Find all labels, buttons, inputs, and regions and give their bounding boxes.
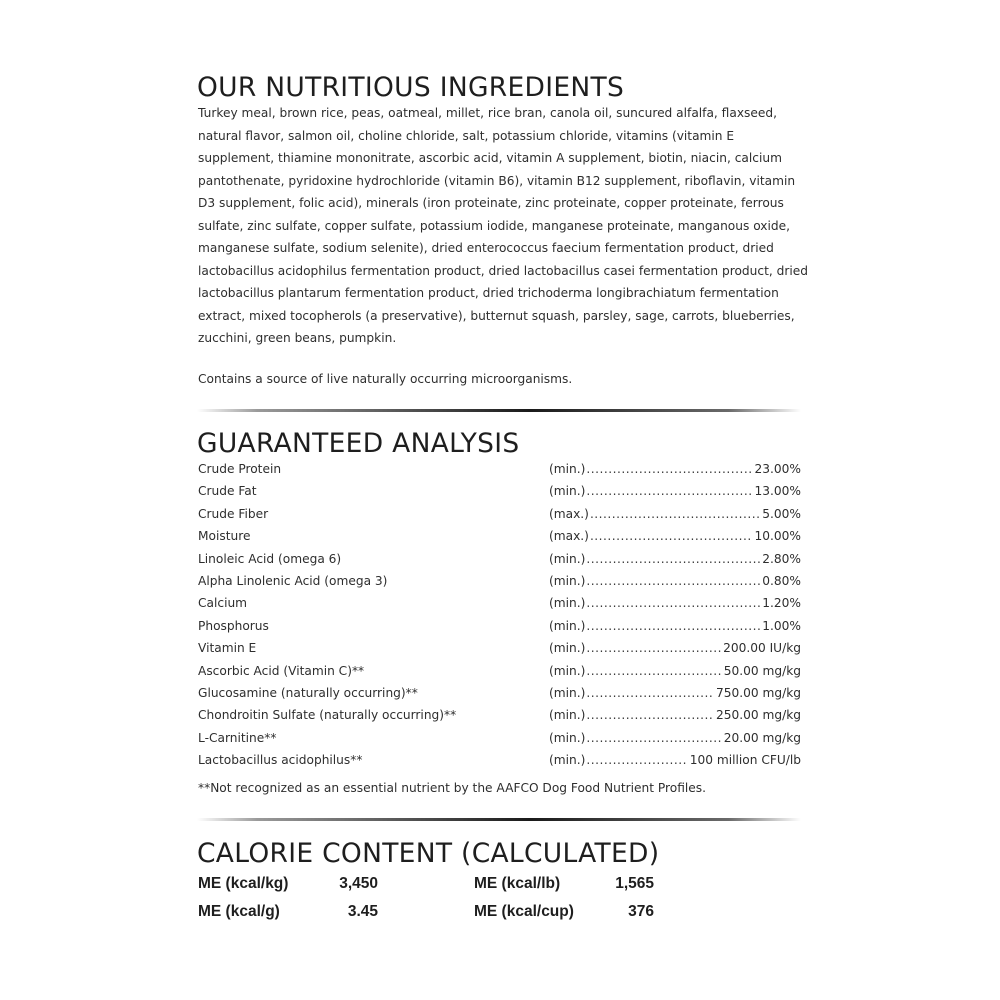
analysis-row — [198, 615, 801, 637]
nutrient-name: Crude Fat — [198, 484, 257, 499]
dot-leader — [586, 704, 714, 726]
nutrient-qualifier: (min.) — [549, 551, 586, 566]
nutrient-name: Linoleic Acid (omega 6) — [198, 551, 342, 566]
nutrient-value: 0.80% — [762, 573, 801, 588]
nutrient-qualifier: (max.) — [549, 529, 589, 544]
nutrient-measure — [549, 749, 801, 771]
analysis-footnote: **Not recognized as an essential nutrient by the AAFCO Dog Food Nutrient Profiles. — [198, 781, 706, 795]
dot-leader — [586, 480, 752, 502]
nutrient-name: Chondroitin Sulfate (naturally occurring)** — [198, 708, 457, 723]
ingredients-list-text: Turkey meal, brown rice, peas, oatmeal, millet, rice bran, canola oil, suncured alfalfa, flaxseed, natural flavor, salmon oil, choline chloride, salt, potassium chloride, vitamins (vitamin E supplement, thiamine mononitrate, ascorbic acid, vitamin A supplement, biotin, niacin, calcium pantothenate, pyridoxine hydrochloride (vitamin B6), vitamin B12 supplement, riboflavin, vitamin D3 supplement, folic acid), minerals (iron proteinate, zinc proteinate, copper proteinate, ferrous sulfate, zinc sulfate, copper sulfate, potassium iodide, manganese proteinate, manganous oxide, manganese sulfate, sodium selenite), dried enterococcus faecium fermentation product, dried lactobacillus acidophilus fermentation product, dried lactobacillus casei fermentation product, dried lactobacillus plantarum fermentation product, dried trichoderma longibrachiatum fermentation extract, mixed tocopherols (a preservative), butternut squash, parsley, sage, carrots, blueberries, zucchini, green beans, pumpkin. — [198, 106, 808, 345]
nutrient-qualifier: (min.) — [549, 484, 586, 499]
nutrient-value: 23.00% — [754, 462, 801, 476]
nutrient-name: Alpha Linolenic Acid (omega 3) — [198, 573, 388, 588]
dot-leader — [590, 503, 760, 525]
nutrient-measure — [549, 704, 801, 726]
nutrient-qualifier: (min.) — [549, 730, 586, 745]
nutrient-qualifier: (min.) — [549, 708, 586, 723]
nutrient-name: Crude Protein — [198, 462, 282, 476]
analysis-row — [198, 637, 801, 659]
calorie-label: ME (kcal/cup) — [474, 903, 574, 920]
dot-leader — [586, 727, 721, 749]
nutrient-measure — [549, 458, 801, 480]
calorie-value: 3,450 — [339, 875, 378, 892]
nutrient-qualifier: (min.) — [549, 462, 586, 476]
nutrient-value: 13.00% — [754, 484, 801, 499]
nutrient-name: Vitamin E — [198, 641, 257, 656]
nutrient-measure — [549, 660, 801, 682]
nutrient-value: 750.00 mg/kg — [715, 685, 801, 700]
analysis-row — [198, 704, 801, 726]
nutrient-measure — [549, 615, 801, 637]
analysis-row — [198, 682, 801, 704]
nutrient-measure — [549, 592, 801, 614]
nutrient-value: 5.00% — [762, 506, 801, 521]
dot-leader — [586, 637, 721, 659]
nutrient-value: 20.00 mg/kg — [723, 730, 801, 745]
nutrient-name: Lactobacillus acidophilus** — [198, 753, 363, 768]
nutrient-measure — [549, 548, 801, 570]
analysis-row — [198, 749, 801, 771]
ingredients-title: OUR NUTRITIOUS INGREDIENTS — [197, 72, 625, 103]
nutrient-measure — [549, 727, 801, 749]
nutrient-qualifier: (min.) — [549, 618, 586, 633]
calorie-label: ME (kcal/lb) — [474, 875, 561, 892]
analysis-row — [198, 727, 801, 749]
nutrient-value: 1.00% — [762, 618, 801, 633]
analysis-row — [198, 458, 801, 480]
nutrient-measure — [549, 480, 801, 502]
nutrient-qualifier: (min.) — [549, 685, 586, 700]
nutrient-name: Ascorbic Acid (Vitamin C)** — [198, 663, 365, 678]
nutrient-name: Glucosamine (naturally occurring)** — [198, 685, 418, 700]
nutrient-name: Calcium — [198, 596, 248, 611]
nutrient-measure — [549, 637, 801, 659]
nutrient-qualifier: (min.) — [549, 663, 586, 678]
analysis-row — [198, 503, 801, 525]
nutrient-value: 1.20% — [762, 596, 801, 611]
dot-leader — [590, 525, 753, 547]
nutrient-qualifier: (min.) — [549, 641, 586, 656]
nutrient-value: 10.00% — [754, 529, 801, 544]
nutrient-measure — [549, 503, 801, 525]
nutrient-qualifier: (max.) — [549, 506, 589, 521]
dot-leader — [586, 749, 687, 771]
analysis-list — [198, 458, 801, 771]
nutrient-name: Phosphorus — [198, 618, 269, 633]
nutrient-value: 50.00 mg/kg — [723, 663, 801, 678]
microorganisms-note: Contains a source of live naturally occurring microorganisms. — [198, 372, 573, 386]
nutrient-value: 250.00 mg/kg — [715, 708, 801, 723]
nutrient-value: 100 million CFU/lb — [689, 753, 801, 768]
nutrient-name: Moisture — [198, 529, 251, 544]
nutrient-name: Crude Fiber — [198, 506, 269, 521]
dot-leader — [586, 682, 714, 704]
analysis-row — [198, 660, 801, 682]
dot-leader — [586, 615, 760, 637]
nutrient-qualifier: (min.) — [549, 753, 586, 768]
section-divider — [197, 818, 801, 821]
nutrient-value: 200.00 IU/kg — [723, 641, 801, 656]
dot-leader — [586, 660, 721, 682]
section-divider — [197, 409, 801, 412]
nutrient-qualifier: (min.) — [549, 573, 586, 588]
nutrient-measure — [549, 525, 801, 547]
calorie-label: ME (kcal/kg) — [198, 875, 289, 892]
calorie-title: CALORIE CONTENT (CALCULATED) — [197, 838, 660, 869]
dot-leader — [586, 570, 760, 592]
dot-leader — [586, 458, 752, 480]
calorie-value: 376 — [628, 903, 654, 920]
dot-leader — [586, 548, 760, 570]
nutrient-qualifier: (min.) — [549, 596, 586, 611]
nutrient-measure — [549, 570, 801, 592]
analysis-title: GUARANTEED ANALYSIS — [197, 428, 520, 459]
analysis-row — [198, 480, 801, 502]
analysis-row — [198, 548, 801, 570]
analysis-row — [198, 570, 801, 592]
nutrient-value: 2.80% — [762, 551, 801, 566]
calorie-label: ME (kcal/g) — [198, 903, 280, 920]
analysis-row — [198, 592, 801, 614]
calorie-value: 1,565 — [615, 875, 654, 892]
dot-leader — [586, 592, 760, 614]
calorie-value: 3.45 — [347, 903, 378, 920]
nutrient-measure — [549, 682, 801, 704]
nutrient-name: L-Carnitine** — [198, 730, 277, 745]
analysis-row — [198, 525, 801, 547]
